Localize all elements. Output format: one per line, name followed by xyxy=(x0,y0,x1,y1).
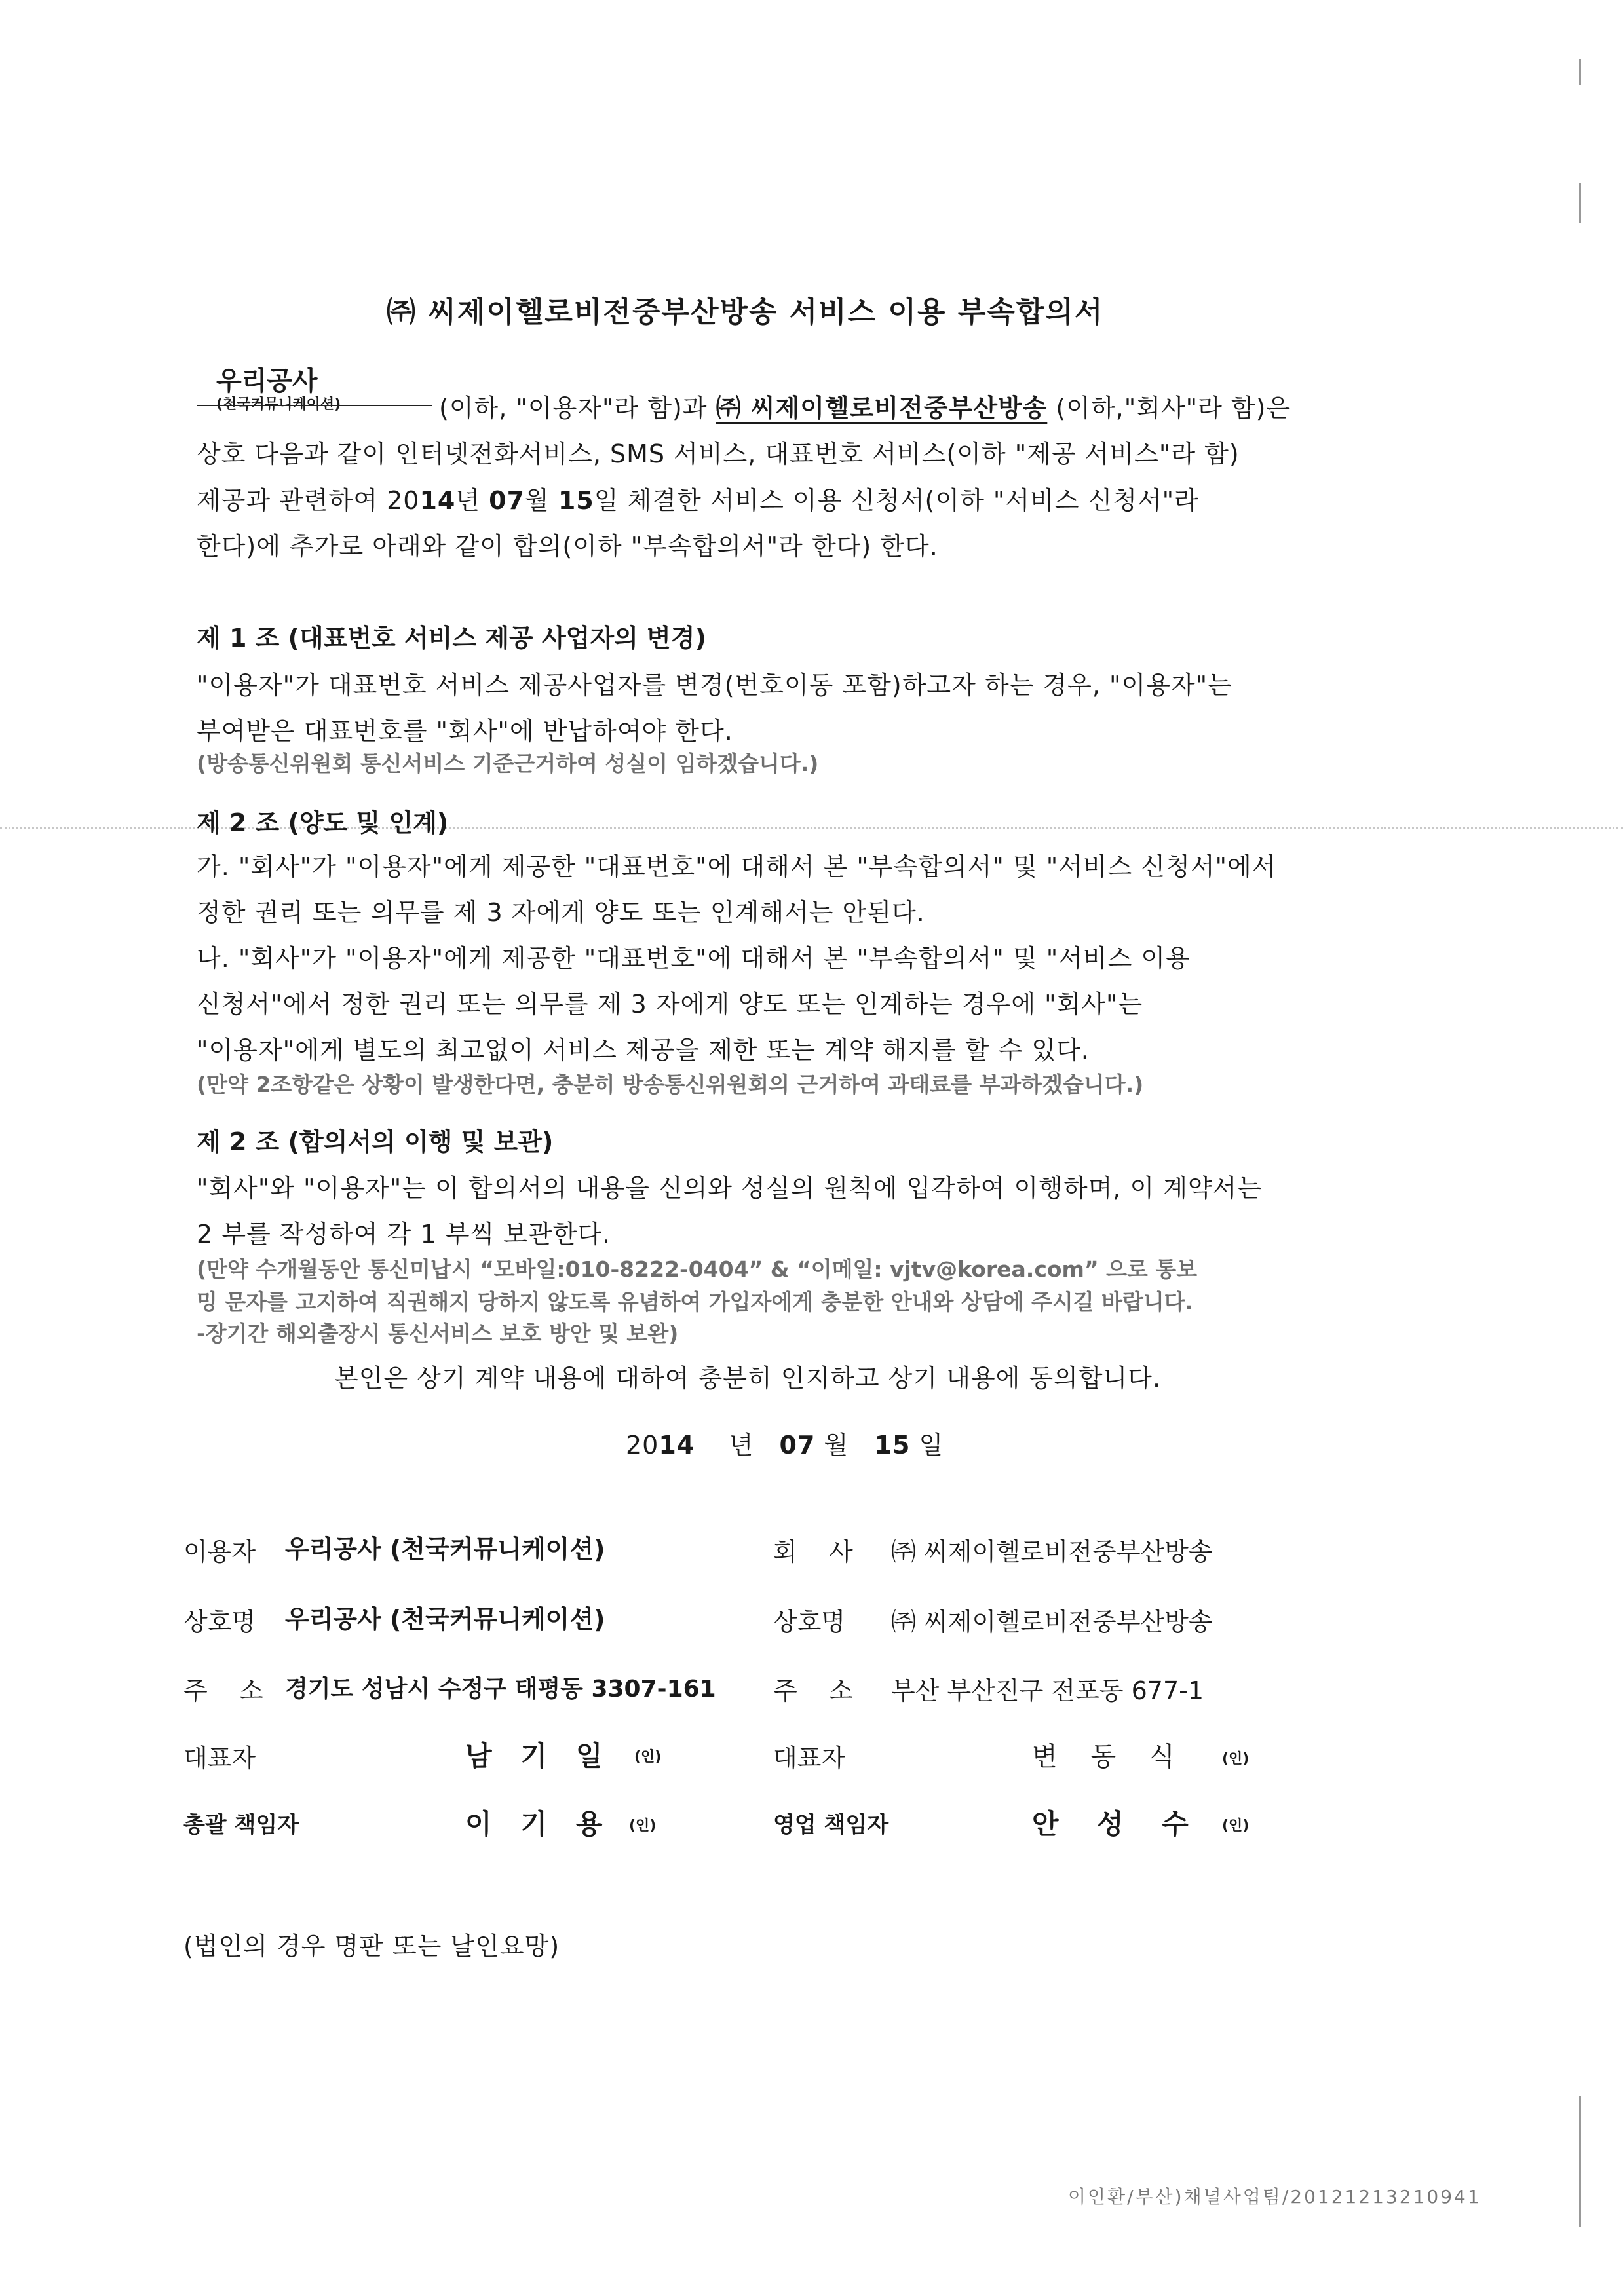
left-trade-value: 우리공사 (천국커뮤니케이션) xyxy=(285,1605,605,1634)
date-day-label: 일 xyxy=(919,1431,944,1459)
article-2-b-line-3: "이용자"에게 별도의 최고없이 서비스 제공을 제한 또는 계약 해지를 할 수 있다. xyxy=(197,1036,1090,1064)
consent-statement: 본인은 상기 계약 내용에 대하여 충분히 인지하고 상기 내용에 동의합니다. xyxy=(334,1364,1162,1393)
user-name-handwritten: 우리공사 xyxy=(216,366,318,396)
left-rep-value: 남 기 일 xyxy=(465,1740,603,1772)
intro-line-2: 상호 다음과 같이 인터넷전화서비스, SMS 서비스, 대표번호 서비스(이하 "제공 서비스"라 함) xyxy=(197,440,1240,468)
user-name-blank-line xyxy=(197,405,432,406)
left-address-value: 경기도 성남시 수정구 태평동 3307-161 xyxy=(285,1676,716,1703)
intro-company-name: ㈜ 씨제이헬로비전중부산방송 xyxy=(716,394,1048,423)
print-footer-stamp: 이인환/부산)채널사업팀/20121213210941 xyxy=(1068,2186,1481,2208)
left-address-label: 주 소 xyxy=(183,1676,263,1705)
intro-line-1-b: (이하,"회사"라 함)은 xyxy=(1047,394,1291,423)
article-2-heading: 제 2 조 (양도 및 인계) xyxy=(197,808,449,837)
user-name-sub: (천국커뮤니케이션) xyxy=(216,396,341,413)
left-trade-label: 상호명 xyxy=(183,1608,256,1636)
right-mgr-seal: (인) xyxy=(1222,1818,1250,1834)
article-2-a-line-2: 정한 권리 또는 의무를 제 3 자에게 양도 또는 인계해서는 안된다. xyxy=(197,898,925,927)
article-1-line-1: "이용자"가 대표번호 서비스 제공사업자를 변경(번호이동 포함)하고자 하는 경우, "이용자"는 xyxy=(197,671,1232,700)
scan-edge-mark xyxy=(1579,59,1581,85)
scan-edge-mark xyxy=(1579,183,1581,223)
left-mgr-seal: (인) xyxy=(629,1818,657,1834)
article-1-line-2: 부여받은 대표번호를 "회사"에 반납하여야 한다. xyxy=(197,717,733,745)
user-value: 우리공사 (천국커뮤니케이션) xyxy=(285,1535,605,1564)
intro-month: 07 xyxy=(489,486,525,515)
right-trade-label: 상호명 xyxy=(773,1608,846,1636)
intro-line-1-a: (이하, "이용자"라 함)과 xyxy=(439,394,716,423)
intro-line-4: 한다)에 추가로 아래와 같이 합의(이하 "부속합의서"라 한다) 한다. xyxy=(197,532,938,561)
document-title: ㈜ 씨제이헬로비전중부산방송 서비스 이용 부속합의서 xyxy=(387,295,1104,329)
article-2-a-line-1: 가. "회사"가 "이용자"에게 제공한 "대표번호"에 대해서 본 "부속합의서" 및 "서비스 신청서"에서 xyxy=(197,852,1277,881)
article-3-line-1: "회사"와 "이용자"는 이 합의서의 내용을 신의와 성실의 원칙에 입각하여 이행하며, 이 계약서는 xyxy=(197,1174,1263,1203)
date-month: 07 xyxy=(779,1431,816,1459)
date-year: 14 xyxy=(659,1431,695,1459)
intro-day: 15 xyxy=(558,486,594,515)
right-rep-seal: (인) xyxy=(1222,1751,1250,1767)
agreement-date xyxy=(626,1425,944,1461)
right-mgr-label: 영업 책임자 xyxy=(773,1812,889,1838)
left-mgr-value: 이 기 용 xyxy=(465,1808,603,1840)
right-rep-label: 대표자 xyxy=(773,1744,846,1773)
article-1-heading: 제 1 조 (대표번호 서비스 제공 사업자의 변경) xyxy=(197,624,706,652)
right-address-label: 주 소 xyxy=(773,1676,853,1705)
intro-line-3 xyxy=(197,480,1199,516)
article-1-note: (방송통신위원회 통신서비스 기준근거하여 성실이 임하겠습니다.) xyxy=(197,751,819,776)
intro-line-1 xyxy=(439,388,1291,424)
article-3-heading: 제 2 조 (합의서의 이행 및 보관) xyxy=(197,1127,554,1156)
company-label: 회 사 xyxy=(773,1537,853,1566)
left-rep-label: 대표자 xyxy=(183,1744,256,1773)
intro-line-3-a: 제공과 관련하여 20 xyxy=(197,486,420,515)
right-mgr-value: 안 성 수 xyxy=(1032,1808,1189,1840)
intro-line-3-d: 일 체결한 서비스 이용 신청서(이하 "서비스 신청서"라 xyxy=(594,486,1199,515)
article-3-note-3: -장기간 해외출장시 통신서비스 보호 방안 및 보완) xyxy=(197,1321,679,1346)
right-address-value: 부산 부산진구 전포동 677-1 xyxy=(891,1676,1204,1705)
right-trade-value: ㈜ 씨제이헬로비전중부산방송 xyxy=(891,1608,1213,1636)
corporate-seal-note: (법인의 경우 명판 또는 날인요망) xyxy=(183,1932,560,1961)
date-century: 20 xyxy=(626,1431,659,1459)
company-value: ㈜ 씨제이헬로비전중부산방송 xyxy=(891,1537,1213,1566)
article-3-note-2: 밍 문자를 고지하여 직권해지 당하지 않도록 유념하여 가입자에게 충분한 안내와 상담에 주시길 바랍니다. xyxy=(197,1289,1194,1315)
intro-line-3-c: 월 xyxy=(525,486,558,515)
article-3-note-1: (만약 수개월동안 통신미납시 “모바일:010-8222-0404” & “이메일: vjtv@korea.com” 으로 통보 xyxy=(197,1256,1198,1282)
right-rep-value: 변 동 식 xyxy=(1032,1742,1175,1772)
user-label: 이용자 xyxy=(183,1537,256,1566)
intro-line-3-b: 년 xyxy=(455,486,489,515)
date-month-label: 월 xyxy=(824,1431,849,1459)
article-2-b-line-1: 나. "회사"가 "이용자"에게 제공한 "대표번호"에 대해서 본 "부속합의서" 및 "서비스 이용 xyxy=(197,944,1191,973)
left-mgr-label: 총괄 책임자 xyxy=(183,1812,299,1838)
scan-edge-mark xyxy=(1579,2096,1581,2227)
article-2-b-line-2: 신청서"에서 정한 권리 또는 의무를 제 3 자에게 양도 또는 인계하는 경우에 "회사"는 xyxy=(197,990,1143,1019)
date-day: 15 xyxy=(874,1431,911,1459)
article-2-note: (만약 2조항같은 상황이 발생한다면, 충분히 방송통신위원회의 근거하여 과태료를 부과하겠습니다.) xyxy=(197,1072,1144,1097)
intro-year: 14 xyxy=(419,486,456,515)
article-3-line-2: 2 부를 작성하여 각 1 부씩 보관한다. xyxy=(197,1220,611,1249)
date-year-label: 년 xyxy=(729,1431,754,1459)
left-rep-seal: (인) xyxy=(634,1749,662,1765)
